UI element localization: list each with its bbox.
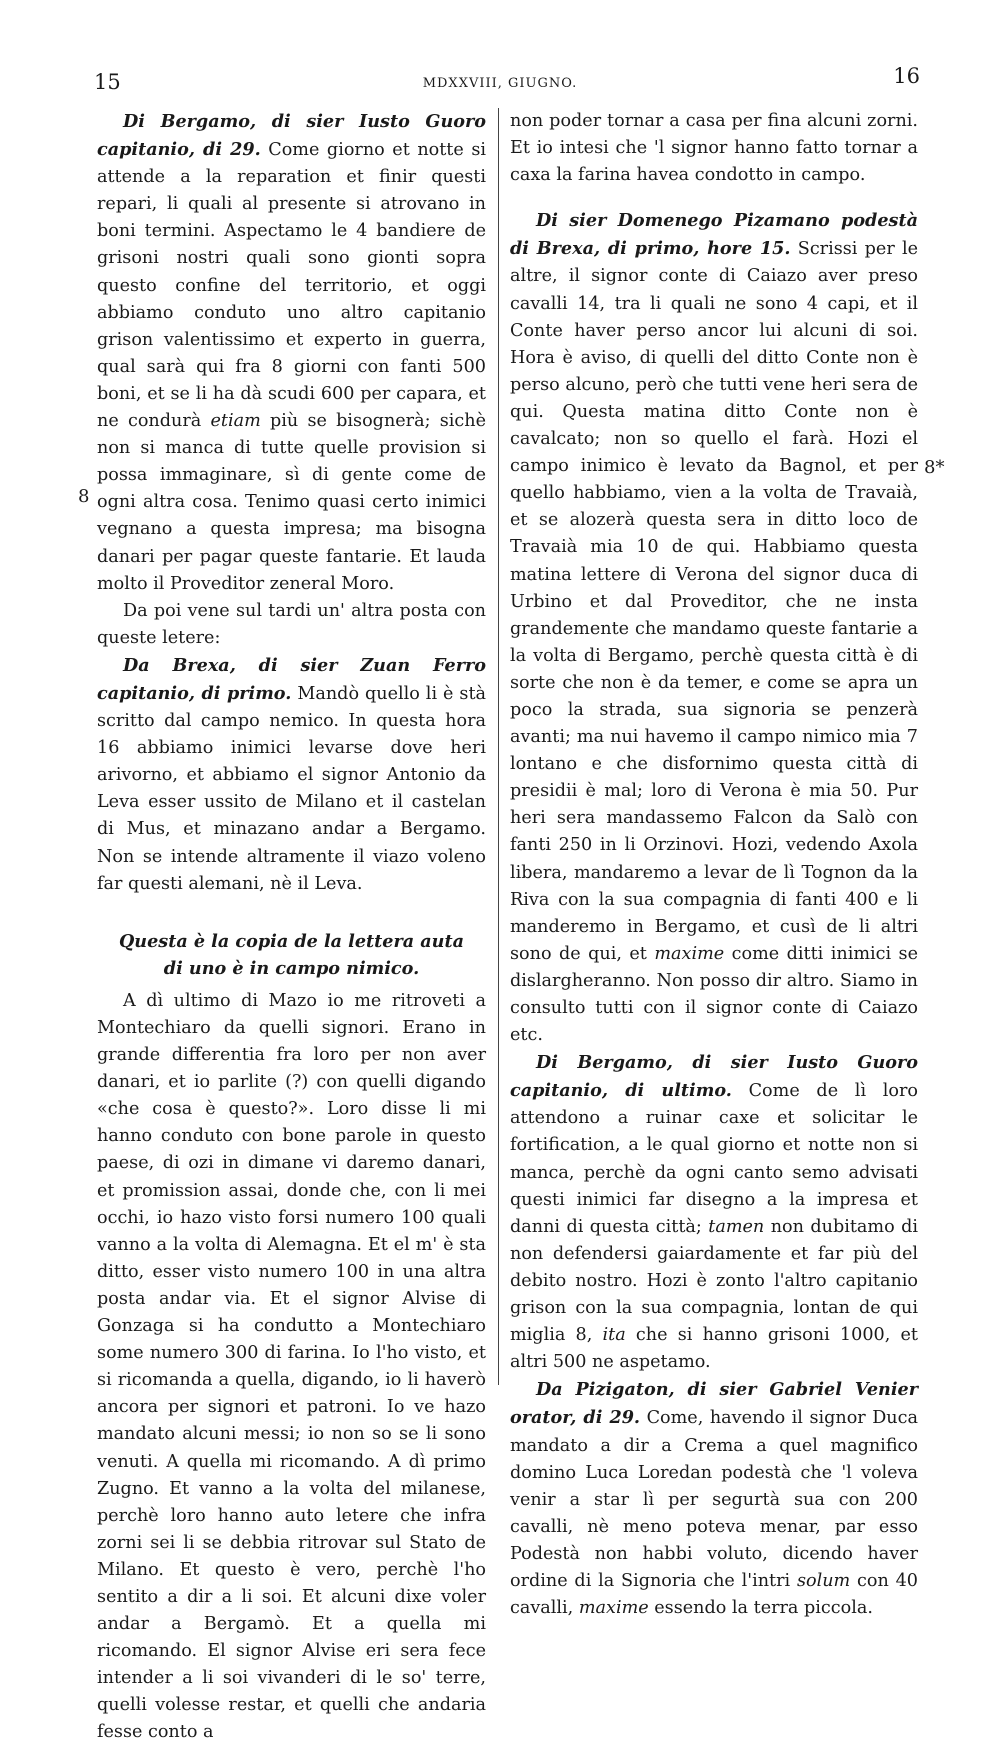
letter-body: più se bisognerà; sichè non si manca di tutte quelle provision si possa immaginare, sì di gente come de ogni altra cosa. Tenimo quasi certo inimici vegnano a questa impresa; ma bisogna danari per pagar queste fantarie. Et lauda molto il Proveditor zeneral Moro. (97, 411, 486, 594)
letter-pizigaton (510, 1376, 918, 1622)
latin-term: etiam (210, 411, 261, 432)
latin-term: ita (602, 1325, 626, 1346)
latin-term: tamen (708, 1216, 765, 1237)
latin-term: maxime (578, 1598, 649, 1619)
letter-heading: Di sier Domenego Pizamano podestà di Brexa, di primo, hore 15. (510, 210, 918, 260)
letter-body: non dubitamo di non defendersi gaiardamente et far più del debito nostro. Hozi è zonto l'altro capitanio grison con la sua compagnia, lontan de qui miglia 8, (510, 1216, 918, 1346)
running-title: MDXXVIII, GIUGNO. (422, 76, 578, 91)
margin-number-left: 8 (78, 486, 90, 507)
column-divider (498, 108, 499, 1385)
page-header (0, 64, 1000, 94)
letter-heading: Di Bergamo, di sier Iusto Guoro capitanio, di 29. (97, 111, 486, 161)
letter-body: come ditti inimici se dislargheranno. Non posso dir altro. Siamo in consulto tutti con il signor conte di Caiazo etc. (510, 943, 919, 1046)
left-column (97, 108, 486, 1747)
letter-campo-nimico: A dì ultimo di Mazo io me ritroveti a Montechiaro da quelli signori. Erano in grande differentia fra loro per non aver danari, et io parlite (?) con quelli digando «che cosa è questo?». Loro disse li mi hanno conduto con bone parole in questo paese, di ozi in dimane vi daremo danari, et promission assai, donde che, con li mei occhi, io hazo visto forsi numero 100 quali vanno a la volta di Alemagna. Et el m' è sta ditto, esser visto numero 100 in una altra posta andar via. Et el signor Alvise di Gonzaga si ha condutto a Montechiaro some numero 300 di farina. Io l'ho visto, et si ricomanda a quella, digando, io li haverò ancora per signori et patroni. Io ve hazo mandato alcuni messi; io non so se li sono venuti. A quella mi ricomando. A dì primo Zugno. Et vanno a la volta del milanese, perchè loro hanno auto letere che infra zorni sei li se debbia ritrovar sul Stato de Milano. Et questo è vero, perchè l'ho sentito a dir a li soi. Et alcuni dixe voler andar a Bergamò. Et a quella mi ricomando. El signor Alvise eri sera fece intender a li soi vivanderi di le so' terre, quelli volesse restar, et quelli che andaria fesse conto a (97, 990, 486, 1743)
letter-bergamo-29 (97, 108, 486, 598)
letter-heading: Da Pizigaton, di sier Gabriel Venier orator, di 29. (510, 1379, 918, 1429)
right-column (510, 108, 918, 1622)
page-number-right: 16 (893, 64, 920, 88)
letter-heading: Di Bergamo, di sier Iusto Guoro capitanio, di ultimo. (510, 1052, 918, 1102)
page-number-left: 15 (94, 70, 121, 94)
letter-body: Come giorno et notte si attende a la reparation et finir questi repari, li quali al presente si atrovano in boni termini. Aspectamo le 4 bandiere de grisoni nostri quali sono gionti sopra questo confine del territorio, et oggi abbiamo conduto uno altro capitanio grison valentissimo et experto in guerra, qual sarà qui fra 8 giorni con fanti 500 boni, et se li ha dà scudi 600 per capara, et ne condurà (97, 140, 486, 432)
letter-body: con 40 cavalli, (510, 1570, 918, 1619)
letter-body: Mandò quello li è stà scritto dal campo nemico. In questa hora 16 abbiamo inimici levarse dove heri arivorno, et abbiamo el signor Antonio da Leva esser ussito de Milano et il castelan di Mus, et minazano andar a Bergamo. Non se intende altramente il viazo voleno far questi alemani, nè il Leva. (97, 683, 486, 894)
letter-bergamo-ultimo (510, 1049, 918, 1376)
latin-term: solum (796, 1570, 851, 1591)
paragraph-posta: Da poi vene sul tardi un' altra posta con queste letere: (97, 600, 486, 648)
section-heading: Questa è la copia de la lettera auta di uno è in campo nimico. (118, 930, 465, 979)
letter-body: Come de lì loro attendono a ruinar caxe et solicitar le fortification, a le qual giorno et notte non si manca, perchè da ogni canto semo advisati questi inimici far disegno a la impresa et danni di questa città; (510, 1081, 918, 1237)
letter-body: Scrissi per le altre, il signor conte di Caiazo aver preso cavalli 14, tra li quali ne sono 4 capi, et il Conte haver perso ancor lui alcuni di soi. Hora è aviso, di quelli del ditto Conte non è perso alcuno, però che tutti vene heri sera de qui. Questa matina ditto Conte non è cavalcato; non so quello el farà. Hozi el campo inimico è levato da Bagnol, et per quello habbiamo, vien a la volta de Travaià, et se alozerà questa sera in ditto loco de Travaià mia 10 de qui. Habbiamo questa matina lettere di Verona del signor duca di Urbino et dal Proveditor, che ne insta grandemente che mandamo queste fantarie a la volta di Bergamo, perchè questa città è di sorte che non è da temer, e come se apra un poco la strada, sua signoria se penzerà avanti; ma nui havemo il campo nimico mia 7 lontano e che disfornimo questa città di presidii è mal; loro di Verona è mia 50. Pur heri sera mandassemo Falcon da Salò con fanti 250 in li Orzinovi. Hozi, vedendo Axola libera, mandaremo a levar de lì Tognon da la Riva con la sua compagnia di fanti 400 e li manderemo in Bergamo, et cusì de li altri sono de qui, et (510, 239, 919, 964)
paragraph-continuation: non poder tornar a casa per fina alcuni zorni. Et io intesi che 'l signor hanno fatto tornar a caxa la farina havea condotto in campo. (510, 111, 918, 186)
letter-brexa-pizamano (510, 207, 918, 1049)
letter-body: Come, havendo il signor Duca mandato a dir a Crema a quel magnifico domino Luca Loredan podestà che 'l voleva venir a star lì per segurtà sua con 200 cavalli, nè meno poteva menar, par esso Podestà non habbi voluto, dicendo haver ordine di la Signoria che l'intri (510, 1408, 918, 1591)
letter-brexa-ferro (97, 652, 486, 898)
letter-body: che si hanno grisoni 1000, et altri 500 ne aspetamo. (510, 1325, 918, 1373)
letter-heading: Da Brexa, di sier Zuan Ferro capitanio, di primo. (97, 654, 486, 704)
margin-number-right: 8* (924, 457, 945, 478)
latin-term: maxime (654, 943, 725, 964)
letter-body: essendo la terra piccola. (648, 1598, 873, 1619)
